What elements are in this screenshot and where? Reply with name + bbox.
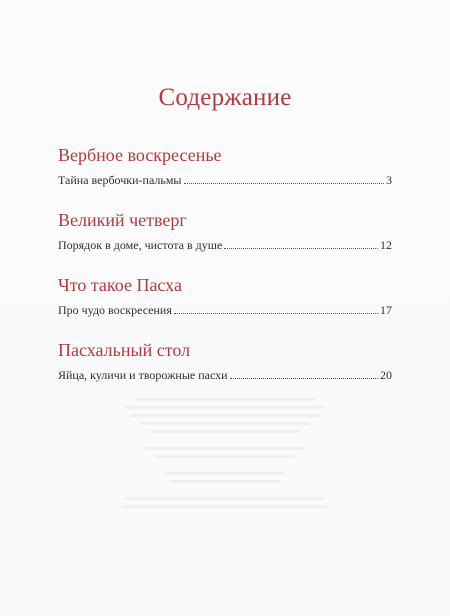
page-title: Содержание: [158, 84, 292, 111]
toc-section: [58, 209, 392, 253]
section-title: Что такое Пасха: [58, 275, 182, 295]
section-title: Великий четверг: [58, 210, 187, 230]
page-number: 17: [380, 303, 392, 317]
toc-section: [58, 144, 392, 188]
dot-leader: [224, 247, 378, 249]
page-number: 20: [380, 368, 392, 382]
toc-section: [58, 339, 392, 383]
entry-label: Про чудо воскресения: [58, 303, 172, 317]
section-title: Вербное воскресенье: [58, 145, 222, 165]
page-number: 12: [380, 238, 392, 252]
toc-entry[interactable]: [58, 303, 392, 318]
dot-leader: [184, 182, 385, 184]
toc-entry[interactable]: [58, 173, 392, 188]
table-of-contents: [58, 144, 392, 404]
toc-section: [58, 274, 392, 318]
entry-label: Яйца, куличи и творожные пасхи: [58, 368, 228, 382]
dot-leader: [230, 377, 378, 379]
toc-entry[interactable]: [58, 238, 392, 253]
page-number: 3: [386, 173, 392, 187]
entry-label: Порядок в доме, чистота в душе: [58, 238, 223, 252]
entry-label: Тайна вербочки-пальмы: [58, 173, 182, 187]
bleed-through-title: ​: [243, 200, 247, 246]
bleed-through-imprint: [120, 398, 330, 513]
section-title: Пасхальный стол: [58, 340, 191, 360]
toc-entry[interactable]: [58, 368, 392, 383]
dot-leader: [174, 312, 378, 314]
